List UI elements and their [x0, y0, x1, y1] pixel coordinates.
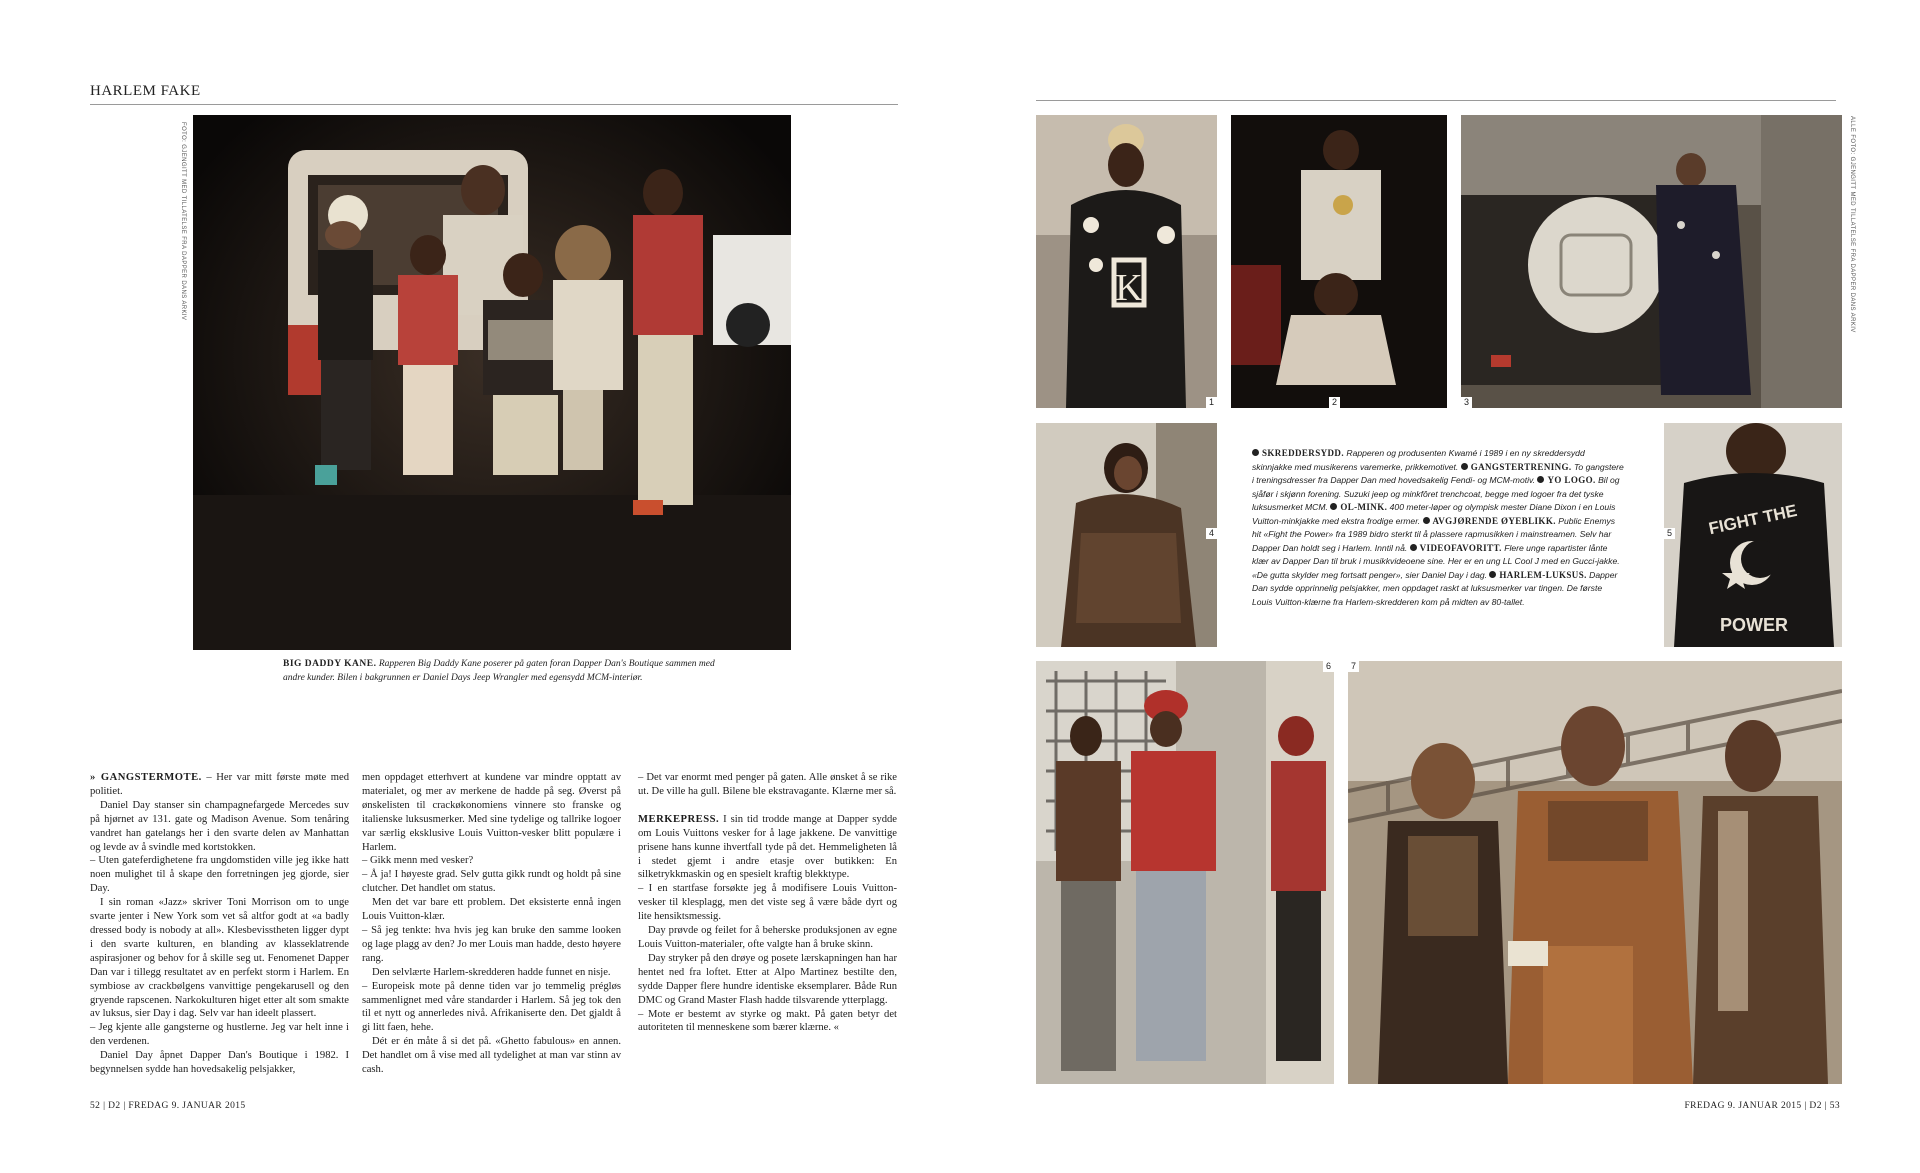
jacket-slogan-bottom: POWER [1719, 615, 1789, 635]
photo-4-diane-dixon [1036, 423, 1217, 647]
paragraph: MERKEPRESS. I sin tid trodde mange at Dapper sydde om Louis Vuittons vesker for å lage jakkene. De vanvittige prisene hans kunne ihvertfall tyde på det. Hemmeligheten lå i stedet gjemt i andre etasje over butikken: En silketrykkmaskin og en spesielt kraftig blekktype. [638, 813, 897, 881]
paragraph: » GANGSTERMOTE. – Her var mitt første møte med politiet. [90, 772, 349, 797]
paragraph: – Jeg kjente alle gangsterne og hustlerne. Jeg var helt inne i den verdenen. [90, 1022, 349, 1048]
paragraph: – Så jeg tenkte: hva hvis jeg kan bruke den samme looken og lage plagg av den? Jo mer Louis man hadde, desto høyere rang. [362, 924, 621, 964]
paragraph: Dét er én måte å si det på. «Ghetto fabulous» en annen. Det handlet om å vise med all tydelighet at man var stinn av cash. [362, 1036, 621, 1076]
photo-3-jeep-driver [1461, 115, 1842, 408]
main-caption-lead: BIG DADDY KANE. [283, 659, 377, 669]
photo-5-fight-the-power [1664, 423, 1842, 647]
body-column-1 [90, 771, 349, 1077]
photo-credit-left: FOTO: GJENGITT MED TILLATELSE FRA DAPPER DANS ARKIV [180, 122, 186, 321]
paragraph: – Å ja! I høyeste grad. Selv gutta gikk rundt og holdt på sine clutcher. Det handlet om status. [362, 869, 621, 895]
bullet-icon [1252, 449, 1259, 456]
bullet-icon [1489, 571, 1496, 578]
right-captions [1252, 447, 1624, 609]
photo-number: 3 [1461, 397, 1472, 408]
folio-right: FREDAG 9. JANUAR 2015 | D2 | 53 [1684, 1101, 1840, 1111]
paragraph: Daniel Day stanser sin champagnefargede Mercedes suv på hjørnet av 131. gate og Madison Avenue. Som tenåring vandret han gatelangs her i den svarte delen av Manhattan og levde av å svindle med kortstokken. [90, 799, 349, 853]
body-column-2 [362, 771, 621, 1077]
caption-item: YO LOGO. Bil og sjåfør i skjønn forening. Suzuki jeep og minkfôret trenchcoat, begge med logoer fra det tyske luksusmerket MCM. [1252, 475, 1620, 512]
paragraph: Daniel Day åpnet Dapper Dan's Boutique i 1982. I begynnelsen sydde han hovedsakelig pelsjakker, [90, 1050, 349, 1076]
paragraph: – Europeisk mote på denne tiden var jo temmelig prégløs sammenlignet med våre standarder i Harlem. Så jeg tok den til et nytt og annerledes nivå. Afrikaniserte den. Det gjaldt å gi litt faen, hehe. [362, 980, 621, 1034]
caption-item: OL-MINK. 400 meter-løper og olympisk mester Diane Dixon i en Louis Vuitton-minkjakke med ekstra frodige ermer. [1252, 502, 1616, 526]
body-column-3 [638, 771, 897, 1035]
paragraph: – Mote er bestemt av styrke og makt. På gaten betyr det autoriteten til menneskene som bærer klærne. « [638, 1008, 897, 1034]
bullet-icon [1461, 463, 1468, 470]
caption-item: HARLEM-LUKSUS. Dapper Dan sydde opprinnelig pelsjakker, men oppdaget raskt at luksusmerker var tingen. De første Louis Vuitton-klærne fra Harlem-skredderen kom på midten av 80-tallet. [1252, 569, 1618, 607]
photo-number: 4 [1206, 528, 1217, 539]
photo-1-kwame [1036, 115, 1217, 408]
photo-number: 5 [1664, 528, 1675, 539]
photo-6-ll-cool-j [1036, 661, 1334, 1084]
bullet-icon [1330, 503, 1337, 510]
caption-item: GANGSTERTRENING. To gangstere i treningsdresser fra Dapper Dan med hovedsakelig Fendi- og MCM-motiv. [1252, 461, 1624, 485]
photo-2-gangsters [1231, 115, 1447, 408]
bullet-icon [1423, 517, 1430, 524]
photo-number: 1 [1206, 397, 1217, 408]
folio-left: 52 | D2 | FREDAG 9. JANUAR 2015 [90, 1101, 246, 1111]
paragraph: I sin roman «Jazz» skriver Toni Morrison om to unge svarte jenter i New York som vet så altfor godt at «a badly dressed body is nobody at all». Klesbevisstheten ligger dypt i den svarte kulturen, en blanding av klasseklatrende aspirasjoner og behov for å skille seg ut. Fenomenet Dapper Dan var i tillegg resultatet av en perfekt storm i Harlem. En symbiose av crackbølgens vanvittige pengekarusell og den gryende rapscenen. Narkokulturen higet etter alt som smakte av luksus, sier Day i dag. Selv var han ideelt plassert. [90, 897, 349, 1020]
paragraph: Day stryker på den drøye og posete lærskapningen han har hentet ned fra loftet. Etter at Alpo Martinez bestilte den, sydde Dapper flere hundre identiske eksemplarer. Både Run DMC og Grand Master Flash hadde tilsvarende ytterplagg. [638, 952, 897, 1006]
main-caption-text: Rapperen Big Daddy Kane poserer på gaten foran Dapper Dan's Boutique sammen med andre kunder. Bilen i bakgrunnen er Daniel Days Jeep Wrangler med egensydd MCM-interiør. [283, 659, 715, 683]
main-photo-big-daddy-kane [193, 115, 791, 650]
main-caption [283, 657, 723, 685]
paragraph: – Gikk menn med vesker? [362, 855, 474, 867]
section-label: HARLEM FAKE [90, 83, 898, 105]
bullet-icon [1537, 476, 1544, 483]
photo-number: 2 [1329, 397, 1340, 408]
photo-number: 7 [1348, 661, 1359, 672]
paragraph: Men det var bare ett problem. Det eksisterte ennå ingen Louis Vuitton-klær. [362, 897, 621, 923]
paragraph: – Uten gateferdighetene fra ungdomstiden ville jeg ikke hatt noen mulighet til å skape den forretningen jeg gjorde, sier Day. [90, 855, 349, 895]
paragraph: Day prøvde og feilet for å beherske produksjonen av egne Louis Vuitton-materialer, ofte valgte han å bruke skinn. [638, 925, 897, 950]
bullet-icon [1410, 544, 1417, 551]
photo-number: 6 [1323, 661, 1334, 672]
paragraph: – Det var enormt med penger på gaten. Alle ønsket å se rike ut. De ville ha gull. Bilene ble ekstravagante. Klærne mer så. [638, 772, 897, 797]
paragraph: men oppdaget etterhvert at kundene var mindre opptatt av materialet, og mer av merkene de hadde på seg. Øverst på ønskelisten til crackøkonomiens vinnere sto franske og italienske luksusmerker. Med sine tydelige og tallrike logoer var særlig eksklusive Louis Vuitton-vesker blitt populære i Harlem. [362, 772, 621, 853]
jacket-slogan: FIGHT THE [1707, 501, 1799, 539]
photo-credit-right: ALLE FOTO: GJENGITT MED TILLATELSE FRA DAPPER DANS ARKIV [1849, 116, 1855, 333]
jacket-letter: K [1115, 267, 1143, 309]
caption-item: SKREDDERSYDD. Rapperen og produsenten Kwamé i 1989 i en ny skreddersydd skinnjakke med musikerens varemerke, prikkemotivet. [1252, 448, 1585, 472]
photo-7-harlem-luksus [1348, 661, 1842, 1084]
header-rule-right [1036, 100, 1836, 101]
caption-item: VIDEOFAVORITT. Flere unge rapartister lånte klær av Dapper Dan til bruk i musikkvideoene sine. Her er en ung LL Cool J med en Gucci-jakke. «De gutta skylder meg fortsatt penger», sier Daniel Day i dag. [1252, 542, 1620, 580]
paragraph: Den selvlærte Harlem-skredderen hadde funnet en nisje. [372, 966, 611, 978]
paragraph: – I en startfase forsøkte jeg å modifisere Louis Vuitton-vesker til klesplagg, men det viste seg å være både dyrt og lite hensiktsmessig. [638, 883, 897, 923]
caption-item: AVGJØRENDE ØYEBLIKK. Public Enemys hit «Fight the Power» fra 1989 bidro sterkt til å plassere rapmusikken i mainstreamen. Selv har Dapper Dan holdt seg i Harlem. Inntil nå. [1252, 515, 1616, 553]
